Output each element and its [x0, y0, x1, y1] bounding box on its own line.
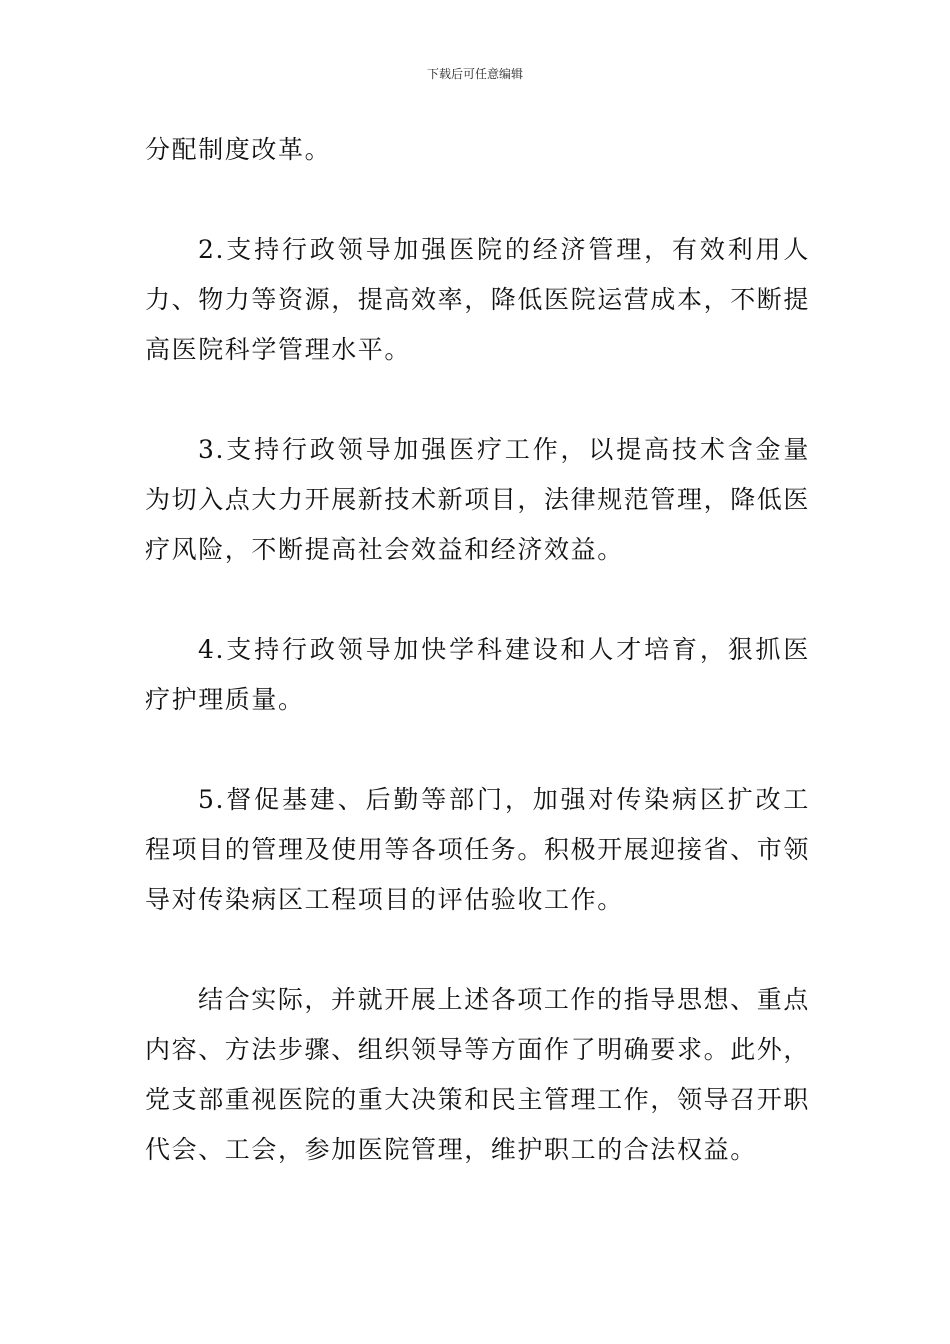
page-header: 下载后可任意编辑 — [426, 67, 523, 81]
paragraph-item-3: 3.支持行政领导加强医疗工作，以提高技术含金量为切入点大力开展新技术新项目，法律规范管理，降低医疗风险，不断提高社会效益和经济效益。 — [145, 435, 811, 564]
paragraph-gap — [145, 925, 810, 975]
paragraph-item-4: 4.支持行政领导加快学科建设和人才培育，狠抓医疗护理质量。 — [145, 635, 810, 714]
paragraph-gap — [145, 175, 810, 225]
paragraph-gap — [145, 725, 810, 775]
paragraph-item-5: 5.督促基建、后勤等部门，加强对传染病区扩改工程项目的管理及使用等各项任务。积极开展迎接省、市领导对传染病区工程项目的评估验收工作。 — [145, 785, 811, 914]
document-body — [145, 125, 810, 1175]
paragraph-continuation: 分配制度改革。 — [145, 135, 332, 164]
paragraph-item-2: 2.支持行政领导加强医院的经济管理，有效利用人力、物力等资源，提高效率，降低医院运营成本，不断提高医院科学管理水平。 — [145, 235, 811, 364]
paragraph-summary: 结合实际，并就开展上述各项工作的指导思想、重点内容、方法步骤、组织领导等方面作了明确要求。此外，党支部重视医院的重大决策和民主管理工作，领导召开职代会、工会，参加医院管理，维护职工的合法权益。 — [145, 985, 811, 1164]
paragraph-gap — [145, 575, 810, 625]
paragraph-gap — [145, 375, 810, 425]
